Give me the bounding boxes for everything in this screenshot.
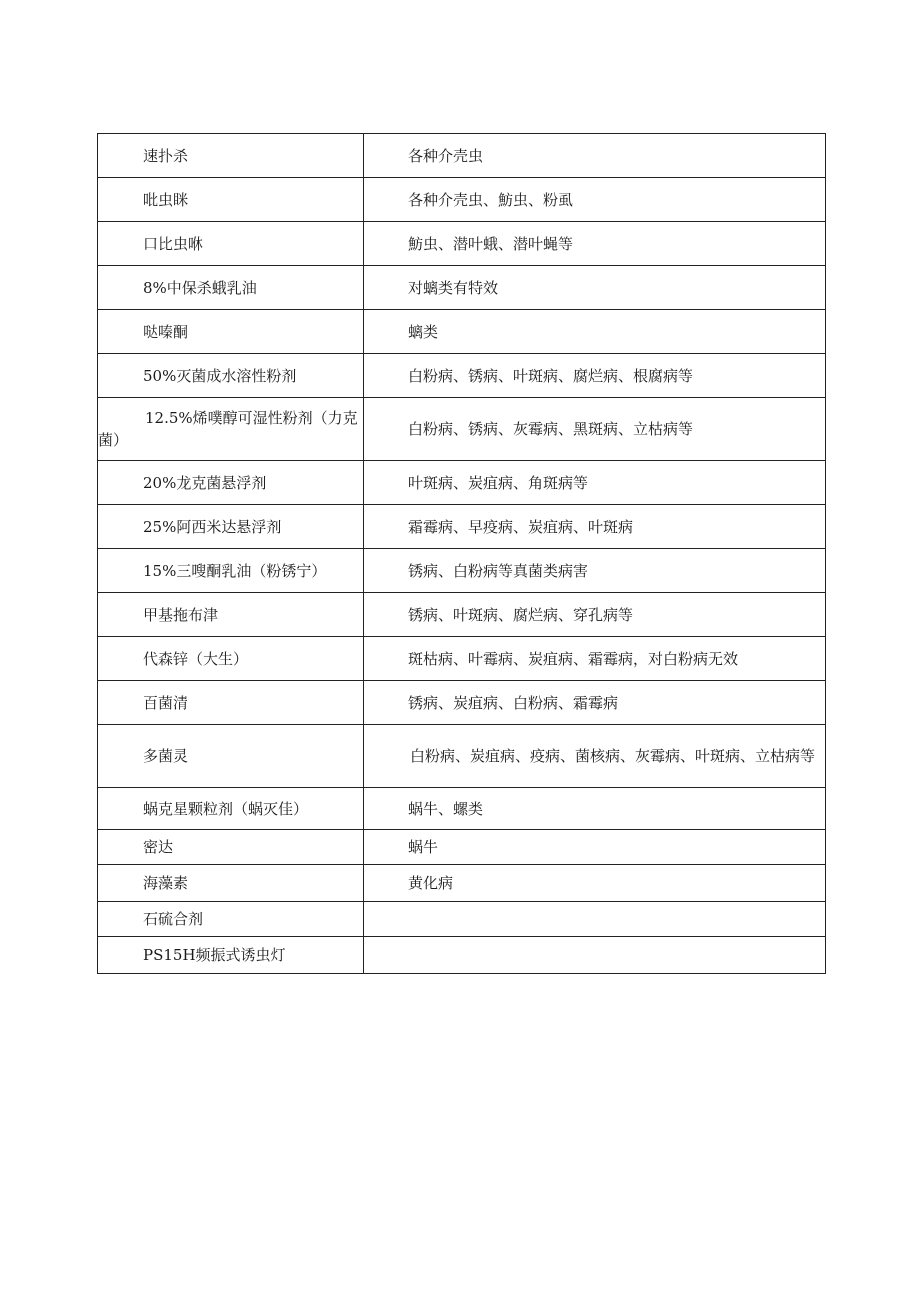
target-text: 锈病、炭疽病、白粉病、霜霉病	[408, 693, 619, 712]
pesticide-name: 多菌灵	[143, 747, 189, 765]
pesticide-name: 百菌清	[143, 693, 189, 712]
pesticide-name: 蜗克星颗粒剂（蜗灭佳）	[143, 799, 309, 818]
pesticide-name-cell	[98, 222, 364, 266]
target-text: 霜霉病、早疫病、炭疽病、叶斑病	[408, 517, 634, 536]
pesticide-name: 哒嗪酮	[143, 322, 189, 341]
pesticide-name-cell	[98, 549, 364, 593]
table-row	[98, 461, 826, 505]
target-cell	[364, 725, 826, 788]
target-text: 白粉病、锈病、叶斑病、腐烂病、根腐病等	[408, 366, 694, 385]
table-row	[98, 865, 826, 902]
target-cell	[364, 549, 826, 593]
pesticide-name: 海藻素	[143, 874, 189, 892]
table-row	[98, 637, 826, 681]
pesticide-name: 25%阿西米达悬浮剂	[143, 517, 282, 536]
pesticide-name-cell	[98, 637, 364, 681]
pesticide-name: 石硫合剂	[143, 910, 204, 928]
pesticide-name-cell	[98, 266, 364, 310]
target-cell	[364, 593, 826, 637]
target-cell	[364, 505, 826, 549]
target-text: 白粉病、锈病、灰霉病、黑斑病、立枯病等	[408, 420, 694, 438]
target-text: 锈病、叶斑病、腐烂病、穿孔病等	[408, 605, 634, 624]
target-cell	[364, 266, 826, 310]
pesticide-name-cell	[98, 788, 364, 830]
table-row	[98, 354, 826, 398]
target-text: 白粉病、炭疽病、疫病、菌核病、灰霉病、叶斑病、立枯病等	[410, 747, 816, 765]
target-cell	[364, 461, 826, 505]
table-row	[98, 505, 826, 549]
target-cell	[364, 178, 826, 222]
pesticide-name-cell	[98, 134, 364, 178]
target-text: 黄化病	[408, 874, 454, 892]
target-cell	[364, 937, 826, 974]
table-row	[98, 178, 826, 222]
target-text: 魴虫、潜叶蛾、潜叶蝇等	[408, 234, 574, 253]
pesticide-name-cell	[98, 725, 364, 788]
pesticide-name: 20%龙克菌悬浮剂	[143, 473, 267, 492]
pesticide-name-cell	[98, 461, 364, 505]
target-text: 斑枯病、叶霉病、炭疽病、霜霉病，对白粉病无效	[408, 649, 739, 668]
pesticide-table	[97, 133, 826, 974]
pesticide-name-cell	[98, 398, 364, 461]
table-row	[98, 902, 826, 937]
target-text: 叶斑病、炭疽病、角斑病等	[408, 473, 589, 492]
pesticide-name-cell	[98, 902, 364, 937]
pesticide-name: 密达	[143, 838, 174, 856]
pesticide-name-cell	[98, 830, 364, 865]
target-text: 各种介壳虫、魴虫、粉虱	[408, 190, 574, 209]
pesticide-name: 15%三嗖酮乳油（粉锈宁）	[143, 561, 327, 580]
table-row	[98, 398, 826, 461]
target-text: 螭类	[408, 322, 439, 341]
pesticide-name: 口比虫咻	[143, 234, 204, 253]
table-row	[98, 788, 826, 830]
pesticide-name-cell	[98, 681, 364, 725]
pesticide-name: 甲基拖布津	[143, 605, 219, 624]
target-cell	[364, 902, 826, 937]
target-cell	[364, 398, 826, 461]
pesticide-name-cell	[98, 937, 364, 974]
table-row	[98, 830, 826, 865]
pesticide-name-cell	[98, 505, 364, 549]
target-cell	[364, 222, 826, 266]
pesticide-name-cell	[98, 310, 364, 354]
target-cell	[364, 310, 826, 354]
table-row	[98, 310, 826, 354]
pesticide-name-cell	[98, 178, 364, 222]
pesticide-name: 速扑杀	[143, 146, 189, 165]
target-text: 蜗牛、螺类	[408, 799, 484, 818]
table-row	[98, 222, 826, 266]
target-cell	[364, 637, 826, 681]
pesticide-name: 8%中保杀蛾乳油	[143, 278, 257, 297]
table-row	[98, 725, 826, 788]
pesticide-name: 50%灭菌成水溶性粉剂	[143, 366, 297, 385]
target-cell	[364, 134, 826, 178]
table-row	[98, 134, 826, 178]
table-row	[98, 549, 826, 593]
table-row	[98, 266, 826, 310]
pesticide-name: 吡虫眯	[143, 190, 189, 209]
target-text: 蜗牛	[408, 838, 439, 856]
pesticide-name-cell	[98, 593, 364, 637]
target-text: 对螭类有特效	[408, 278, 499, 297]
target-cell	[364, 354, 826, 398]
pesticide-name: PS15H频振式诱虫灯	[143, 946, 286, 964]
pesticide-name: 12.5%烯噗醇可湿性粉剂（力克菌）	[98, 409, 358, 449]
pesticide-name-cell	[98, 865, 364, 902]
target-cell	[364, 681, 826, 725]
table-row	[98, 593, 826, 637]
pesticide-name: 代森锌（大生）	[143, 649, 249, 668]
target-text: 锈病、白粉病等真菌类病害	[408, 561, 589, 580]
target-cell	[364, 788, 826, 830]
target-cell	[364, 830, 826, 865]
target-cell	[364, 865, 826, 902]
pesticide-name-cell	[98, 354, 364, 398]
target-text: 各种介壳虫	[408, 146, 484, 165]
table-row	[98, 681, 826, 725]
table-row	[98, 937, 826, 974]
